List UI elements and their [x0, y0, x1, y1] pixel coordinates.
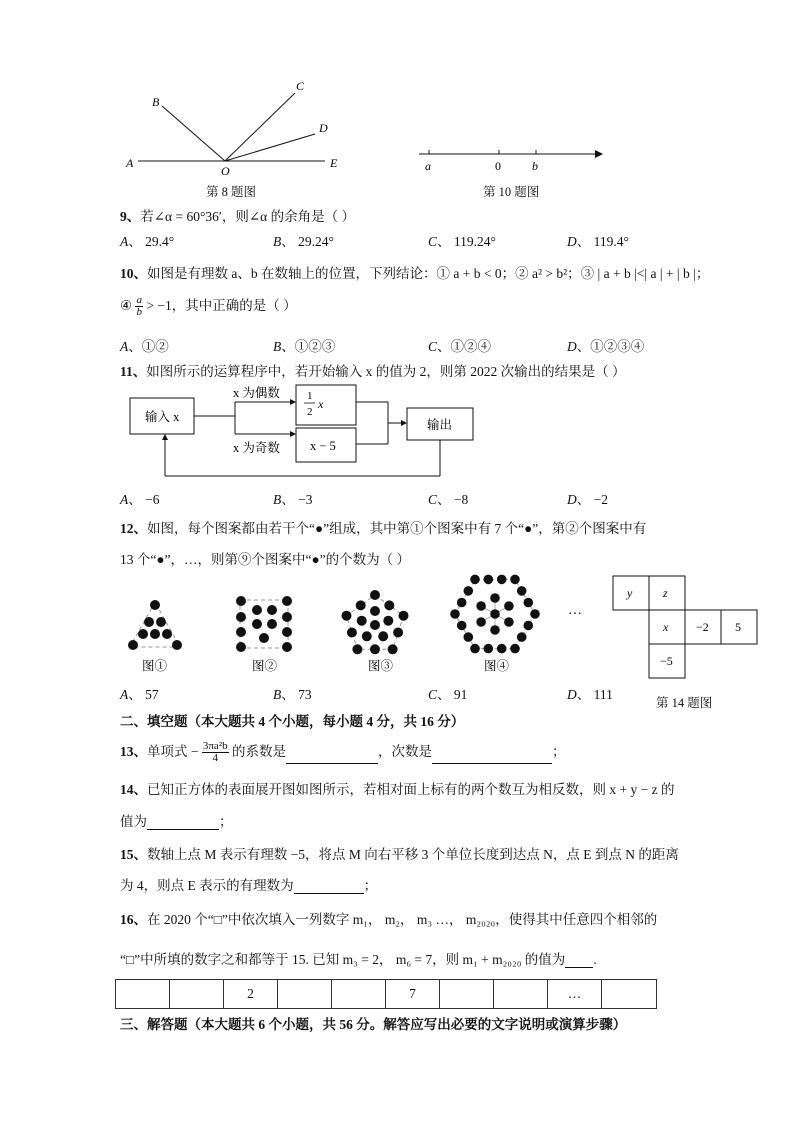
pattern-dot [517, 586, 527, 596]
q10-option-b[interactable]: B、①②③ [273, 339, 336, 354]
q13-coefficient-blank[interactable] [286, 749, 378, 764]
pattern-dot [457, 598, 467, 608]
question-14: 14、已知正方体的表面展开图如图所示，若相对面上标有的两个数互为相反数，则 x + y − z 的 [120, 782, 675, 797]
sequence-cell: 2 [224, 980, 278, 1008]
pattern-dot [388, 644, 398, 654]
cell-5: 5 [735, 620, 741, 634]
pattern-4 [450, 575, 540, 654]
pattern-dot [352, 644, 362, 654]
sequence-cell [440, 980, 494, 1008]
figure-10-caption: 第 10 题图 [483, 185, 540, 199]
sequence-cell [602, 980, 655, 1008]
question-13: 13、单项式 − $\frac{\text{3πa²b}}{4}$ 的系数是 ，次数是 ； [120, 740, 566, 765]
pattern-3 [342, 590, 409, 654]
q11-option-d[interactable]: D、 −2 [567, 492, 608, 507]
pattern-dot [370, 606, 380, 616]
figure-10-number-line [415, 140, 605, 178]
pattern-dot [464, 586, 474, 596]
question-number: 12、 [120, 521, 147, 536]
q9-option-a[interactable]: A、 29.4° [120, 234, 175, 249]
q11-flowchart [125, 382, 485, 484]
label-O: O [221, 164, 230, 178]
pattern-dot [356, 600, 366, 610]
pattern-2-label: 图② [252, 659, 278, 673]
q10-option-a[interactable]: A、①② [120, 339, 169, 354]
sequence-cell [278, 980, 332, 1008]
label-A: A [126, 156, 134, 170]
q9-option-c[interactable]: C、 119.24° [428, 234, 496, 249]
pattern-dot [470, 575, 480, 585]
q16-answer-blank[interactable] [565, 953, 593, 968]
q9-option-d[interactable]: D、 119.4° [567, 234, 629, 249]
question-15: 15、数轴上点 M 表示有理数 −5，将点 M 向右平移 3 个单位长度到达点 N，点 E 到点 N 的距离 [120, 847, 679, 862]
pattern-dot [504, 617, 514, 627]
pattern-dot [476, 617, 486, 627]
question-number: 10、 [120, 266, 147, 281]
q11-option-b[interactable]: B、 −3 [273, 492, 313, 507]
figure-14-cube-net [612, 575, 772, 680]
question-15-line2: 为 4，则点 E 表示的有理数为 ； [120, 878, 378, 893]
pattern-1 [128, 600, 182, 650]
section-3-heading: 三、解答题（本大题共 6 个小题，共 56 分。解答应写出必要的文字说明或演算步骤） [120, 1017, 627, 1032]
pattern-dot [510, 644, 520, 654]
pattern-dot [490, 609, 500, 619]
question-stem: 如图是有理数 a、b 在数轴上的位置，下列结论：① a + b < 0；② a² > b²；③ | a + b |<| a | + | b |； [147, 266, 710, 281]
sequence-cell [116, 980, 170, 1008]
pattern-4-label: 图④ [484, 659, 510, 673]
pattern-dot [476, 601, 486, 611]
q12-dot-patterns [120, 572, 590, 677]
even-label: x 为偶数 [233, 386, 280, 400]
pattern-dot [370, 620, 380, 630]
label-zero: 0 [495, 159, 501, 173]
pattern-dot [399, 611, 409, 621]
pattern-dot [362, 631, 372, 641]
input-box-label: 输入 x [145, 410, 180, 424]
q15-answer-blank[interactable] [294, 879, 364, 894]
pattern-dot [393, 628, 403, 638]
pattern-dot [497, 644, 507, 654]
pattern-dot [490, 625, 500, 635]
label-C: C [296, 79, 305, 93]
q10-option-c[interactable]: C、①②④ [428, 339, 492, 354]
label-b: b [532, 159, 538, 173]
q16-sequence-table [115, 979, 657, 1009]
pattern-3-label: 图③ [368, 659, 394, 673]
output-box-label: 输出 [427, 418, 453, 432]
pattern-dot [370, 590, 380, 600]
pattern-dot [357, 616, 367, 626]
minus-five-label: x − 5 [310, 439, 336, 453]
question-16-line2: “□”中所填的数字之和都等于 15. 已知 m₃ = 2， m₆ = 7，则 m₁ + m₂₀₂₀ 的值为 . [120, 952, 597, 967]
cell-z: z [663, 586, 668, 600]
sequence-cell [494, 980, 548, 1008]
sequence-cell [332, 980, 386, 1008]
section-2-heading: 二、填空题（本大题共 4 个小题，每小题 4 分，共 16 分） [120, 714, 465, 729]
pattern-dot [464, 632, 474, 642]
sequence-cell: 7 [386, 980, 440, 1008]
label-a: a [425, 159, 431, 173]
q12-option-c[interactable]: C、 91 [428, 687, 468, 702]
q12-option-b[interactable]: B、 73 [273, 687, 312, 702]
pattern-1-label: 图① [142, 659, 168, 673]
question-stem: 如图，每个图案都由若干个“●”组成，其中第①个图案中有 7 个“●”，第②个图案中有 [147, 521, 647, 536]
q13-degree-blank[interactable] [432, 749, 552, 764]
q11-option-c[interactable]: C、 −8 [428, 492, 469, 507]
half-variable: x [318, 397, 324, 411]
figure-14-caption: 第 14 题图 [656, 696, 713, 710]
pattern-dot [457, 621, 467, 631]
coefficient-fraction: $\frac{\text{3πa²b}}{4}$ [202, 740, 228, 765]
question-14-line2: 值为 ； [120, 814, 233, 829]
label-E: E [330, 156, 338, 170]
q12-option-d[interactable]: D、 111 [567, 687, 613, 702]
pattern-dot [383, 616, 393, 626]
pattern-dot [490, 593, 500, 603]
question-11 [120, 360, 626, 380]
q12-option-a[interactable]: A、 57 [120, 687, 159, 702]
pattern-ellipsis: … [568, 603, 582, 618]
label-D: D [319, 121, 328, 135]
pattern-dot [470, 644, 480, 654]
sequence-cell: … [548, 980, 602, 1008]
sequence-cell [170, 980, 224, 1008]
pattern-dot [484, 644, 494, 654]
odd-label: x 为奇数 [233, 441, 280, 455]
label-B: B [152, 95, 160, 109]
pattern-dot [342, 611, 352, 621]
question-12-line2: 13 个“●”，…，则第⑨个图案中“●”的个数为（ ） [120, 552, 411, 567]
q9-option-b[interactable]: B、 29.24° [273, 234, 334, 249]
question-stem: 如图所示的运算程序中，若开始输入 x 的值为 2，则第 2022 次输出的结果是（ ） [146, 364, 626, 379]
pattern-dot [347, 628, 357, 638]
question-9 [120, 205, 355, 225]
half-denominator: 2 [307, 406, 313, 418]
question-10 [120, 262, 709, 282]
pattern-dot [497, 575, 507, 585]
cell-minus-2: −2 [696, 620, 709, 634]
pattern-dot [450, 609, 460, 619]
fraction-a-over-b: $\frac{a}{b}$ [136, 294, 142, 319]
question-16: 16、在 2020 个“□”中依次填入一列数字 m₁， m₂， m₃ …， m₂₀₂₀，使得其中任意四个相邻的 [120, 912, 658, 927]
cell-y: y [627, 586, 633, 600]
question-stem: 若∠α = 60°36′，则∠α 的余角是（ ） [140, 209, 355, 224]
question-10-line2: ④ $\frac{a}{b}$ > −1，其中正确的是（ ） [120, 294, 297, 319]
pattern-dot [378, 631, 388, 641]
question-number: 11、 [120, 364, 147, 379]
pattern-dot [384, 600, 394, 610]
figure-8-angles [120, 76, 350, 180]
pattern-dot [484, 575, 494, 585]
cell-x: x [663, 620, 669, 634]
q11-option-a[interactable]: A、 −6 [120, 492, 160, 507]
pattern-dot [530, 609, 540, 619]
pattern-dot [524, 598, 534, 608]
question-12 [120, 517, 646, 537]
pattern-dot [510, 575, 520, 585]
pattern-dot [517, 632, 527, 642]
figure-8-caption: 第 8 题图 [206, 185, 257, 199]
question-number: 9、 [120, 209, 141, 224]
pattern-dot [524, 621, 534, 631]
pattern-dot [504, 601, 514, 611]
pattern-dot [370, 644, 380, 654]
cell-minus-5: −5 [660, 654, 673, 668]
q14-answer-blank[interactable] [147, 815, 219, 830]
half-numerator: 1 [307, 390, 313, 402]
pattern-2 [236, 596, 292, 652]
q10-option-d[interactable]: D、①②③④ [567, 339, 645, 354]
